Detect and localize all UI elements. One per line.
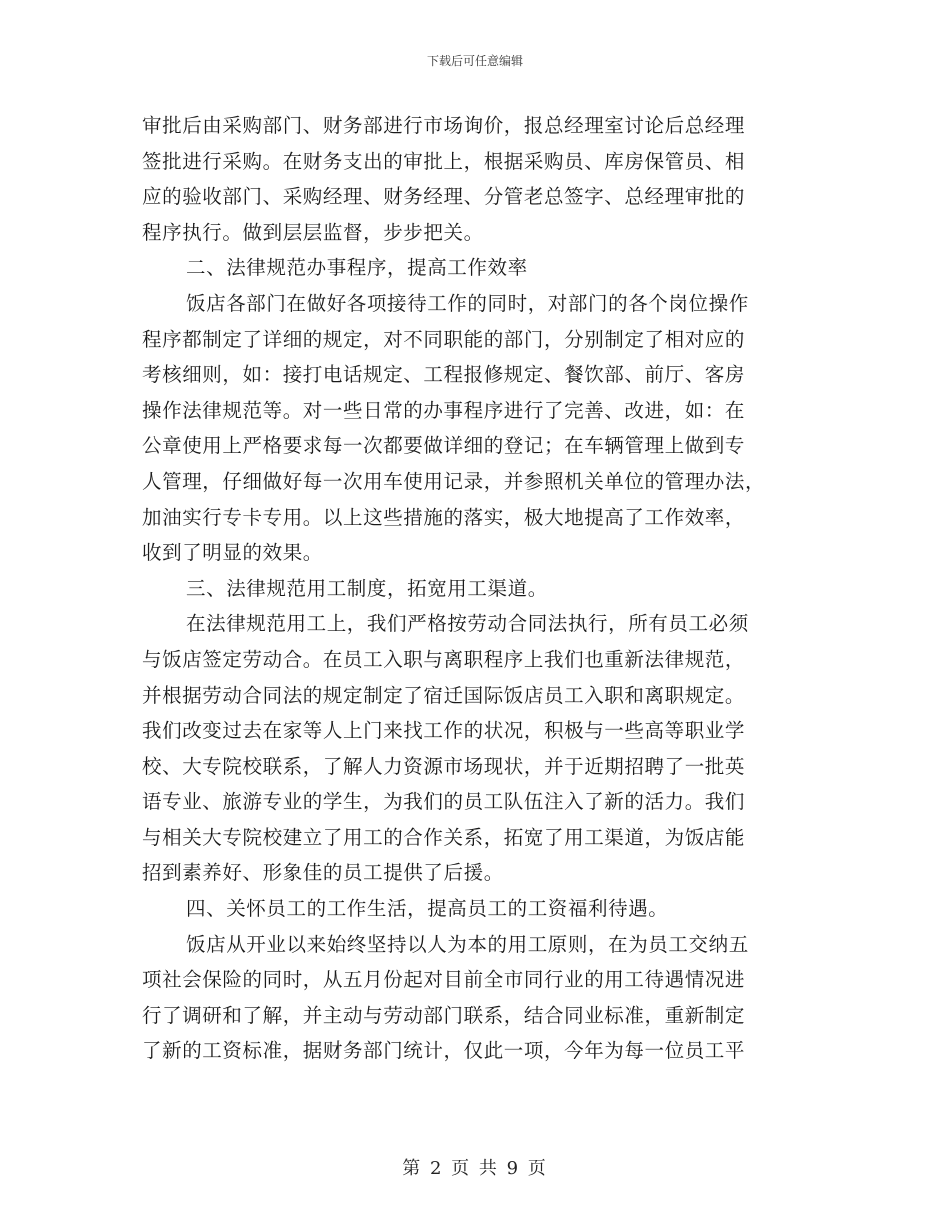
text-line: 与相关大专院校建立了用工的合作关系，拓宽了用工渠道，为饭店能 [142,825,746,849]
text-line: 加油实行专卡专用。以上这些措施的落实，极大地提高了工作效率， [142,505,746,529]
text-line: 我们改变过去在家等人上门来找工作的状况，积极与一些高等职业学 [142,719,746,743]
text-line: 语专业、旅游专业的学生，为我们的员工队伍注入了新的活力。我们 [142,790,746,814]
text-line: 项社会保险的同时，从五月份起对目前全市同行业的用工待遇情况进 [142,968,746,992]
text-line: 了新的工资标准，据财务部门统计，仅此一项，今年为每一位员工平 [142,1039,746,1063]
text-line: 应的验收部门、采购经理、财务经理、分管老总签字、总经理审批的 [142,185,746,209]
text-line: 人管理，仔细做好每一次用车使用记录，并参照机关单位的管理办法， [142,469,766,493]
text-line: 三、法律规范用工制度，拓宽用工渠道。 [186,576,548,600]
text-line: 签批进行采购。在财务支出的审批上，根据采购员、库房保管员、相 [142,149,746,173]
text-line: 校、大专院校联系，了解人力资源市场现状，并于近期招聘了一批英 [142,754,746,778]
text-line: 程序执行。做到层层监督，步步把关。 [142,220,484,244]
text-line: 收到了明显的效果。 [142,541,323,565]
text-line: 行了调研和了解，并主动与劳动部门联系，结合同业标准，重新制定 [142,1003,746,1027]
text-line: 二、法律规范办事程序，提高工作效率 [186,256,528,280]
text-line: 审批后由采购部门、财务部进行市场询价，报总经理室讨论后总经理 [142,114,746,137]
document-body [142,108,806,1069]
text-line: 与饭店签定劳动合。在员工入职与离职程序上我们也重新法律规范， [142,647,746,671]
text-line: 在法律规范用工上，我们严格按劳动合同法执行，所有员工必须 [186,612,749,636]
text-line: 操作法律规范等。对一些日常的办事程序进行了完善、改进，如：在 [142,398,746,422]
text-line: 饭店各部门在做好各项接待工作的同时，对部门的各个岗位操作 [186,291,749,315]
text-line: 四、关怀员工的工作生活，提高员工的工资福利待遇。 [186,897,669,921]
page-number: 第 2 页 共 9 页 [402,1158,548,1179]
text-line: 饭店从开业以来始终坚持以人为本的用工原则，在为员工交纳五 [186,932,749,956]
page-header-note: 下载后可任意编辑 [426,54,523,68]
text-line: 招到素养好、形象佳的员工提供了后援。 [142,861,504,885]
text-line: 程序都制定了详细的规定，对不同职能的部门，分别制定了相对应的 [142,327,746,351]
text-line: 公章使用上严格要求每一次都要做详细的登记；在车辆管理上做到专 [142,434,746,458]
text-line: 并根据劳动合同法的规定制定了宿迁国际饭店员工入职和离职规定。 [142,683,746,707]
text-line: 考核细则，如：接打电话规定、工程报修规定、餐饮部、前厅、客房 [142,363,746,387]
